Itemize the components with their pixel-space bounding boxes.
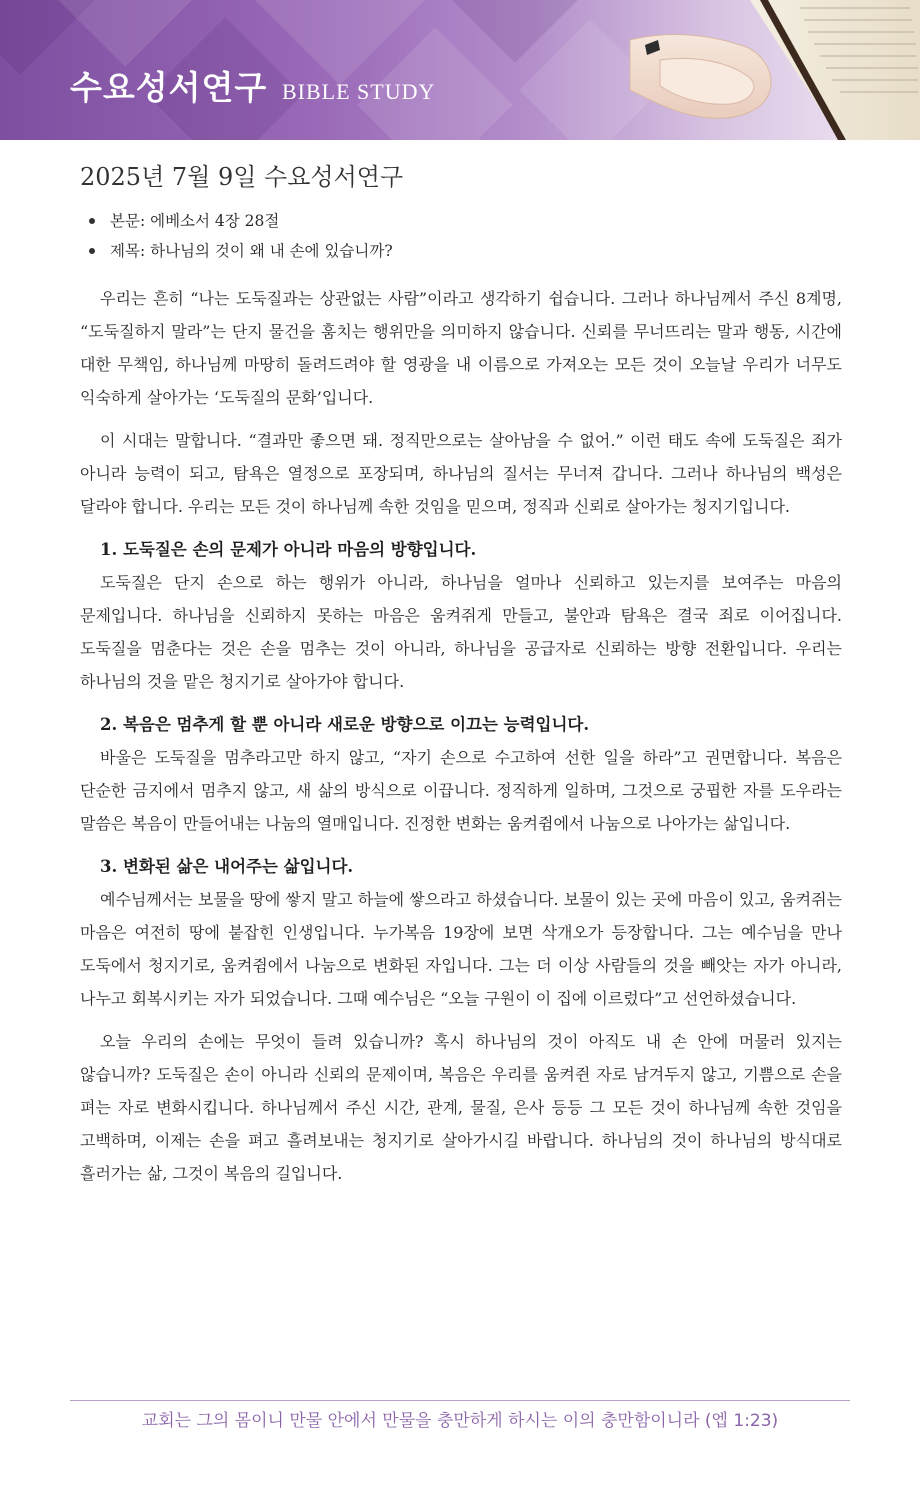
intro-paragraph: 우리는 흔히 “나는 도둑질과는 상관없는 사람”이라고 생각하기 쉽습니다. 그러나 하나님께서 주신 8계명, “도둑질하지 말라”는 단지 물건을 훔치는 행위만을 의미하지 않습니다. 신뢰를 무너뜨리는 말과 행동, 시간에 대한 무책임, 하나님께 마땅히 돌려드려야 할 영광을 내 이름으로 가져오는 모든 것이 오늘날 우리가 너무도 익숙하게 살아가는 ‘도둑질의 문화’입니다.: [80, 289, 842, 407]
section-heading: 2. 복음은 멈추게 할 뿐 아니라 새로운 방향으로 이끄는 능력입니다.: [100, 715, 590, 734]
footer-divider: [70, 1400, 850, 1401]
section-paragraph: 바울은 도둑질을 멈추라고만 하지 않고, “자기 손으로 수고하여 선한 일을 하라”고 권면합니다. 복음은 단순한 금지에서 멈추지 않고, 새 삶의 방식으로 이끕니다. 정직하게 일하며, 그것으로 궁핍한 자를 도우라는 말씀은 복음이 만들어내는 나눔의 열매입니다. 진정한 변화는 움켜쥠에서 나눔으로 나아가는 삶입니다.: [80, 748, 842, 833]
banner-subtitle: BIBLE STUDY: [282, 79, 436, 104]
section-heading: 3. 변화된 삶은 내어주는 삶입니다.: [100, 857, 354, 876]
bullet-icon: [89, 218, 95, 224]
banner-title: 수요성서연구: [70, 68, 268, 107]
section-paragraph: 예수님께서는 보물을 땅에 쌓지 말고 하늘에 쌓으라고 하셨습니다. 보물이 있는 곳에 마음이 있고, 움켜쥐는 마음은 여전히 땅에 붙잡힌 인생입니다. 누가복음 19장에 보면 삭개오가 등장합니다. 그는 예수님을 만나 도둑에서 청지기로, 움켜쥠에서 나눔으로 변화된 자입니다. 그는 더 이상 사람들의 것을 빼앗는 자가 아니라, 나누고 회복시키는 자가 되었습니다. 그때 예수님은 “오늘 구원이 이 집에 이르렀다”고 선언하셨습니다.: [80, 890, 842, 1008]
scripture-reference-text: 본문: 에베소서 4장 28절: [110, 212, 280, 230]
header-banner: [0, 0, 920, 140]
intro-paragraph: 이 시대는 말합니다. “결과만 좋으면 돼. 정직만으로는 살아남을 수 없어.” 이런 태도 속에 도둑질은 죄가 아니라 능력이 되고, 탐욕은 열정으로 포장되며, 하나님의 질서는 무너져 갑니다. 그러나 하나님의 백성은 달라야 합니다. 우리는 모든 것이 하나님께 속한 것임을 믿으며, 정직과 신뢰로 살아가는 청지기입니다.: [80, 431, 842, 516]
bible-hands-illustration: [600, 0, 920, 140]
section-heading: 1. 도둑질은 손의 문제가 아니라 마음의 방향입니다.: [100, 540, 477, 559]
article-date-title: 2025년 7월 9일 수요성서연구: [80, 163, 404, 191]
bullet-icon: [89, 248, 95, 254]
article: [80, 160, 842, 1200]
section-paragraph: 도둑질은 단지 손으로 하는 행위가 아니라, 하나님을 얼마나 신뢰하고 있는지를 보여주는 마음의 문제입니다. 하나님을 신뢰하지 못하는 마음은 움켜쥐게 만들고, 불안과 탐욕은 결국 죄로 이어집니다. 도둑질을 멈춘다는 것은 손을 멈추는 것이 아니라, 하나님을 공급자로 신뢰하는 방향 전환입니다. 우리는 하나님의 것을 맡은 청지기로 살아가야 합니다.: [80, 573, 842, 691]
scripture-reference: [80, 206, 842, 236]
closing-paragraph: 오늘 우리의 손에는 무엇이 들려 있습니까? 혹시 하나님의 것이 아직도 내 손 안에 머물러 있지는 않습니까? 도둑질은 손이 아니라 신뢰의 문제이며, 복음은 우리를 움켜쥔 자로 남겨두지 않고, 기쁨으로 손을 펴는 자로 변화시킵니다. 하나님께서 주신 시간, 관계, 물질, 은사 등등 그 모든 것이 하나님께 속한 것임을 고백하며, 이제는 손을 펴고 흘려보내는 청지기로 살아가시길 바랍니다. 하나님의 것이 하나님의 방식대로 흘러가는 삶, 그것이 복음의 길입니다.: [80, 1032, 842, 1183]
meta-list: [80, 206, 842, 266]
sermon-topic-text: 제목: 하나님의 것이 왜 내 손에 있습니까?: [110, 242, 393, 260]
footer-verse: 교회는 그의 몸이니 만물 안에서 만물을 충만하게 하시는 이의 충만함이니라 (엡 1:23): [141, 1411, 779, 1431]
sermon-topic: [80, 236, 842, 266]
